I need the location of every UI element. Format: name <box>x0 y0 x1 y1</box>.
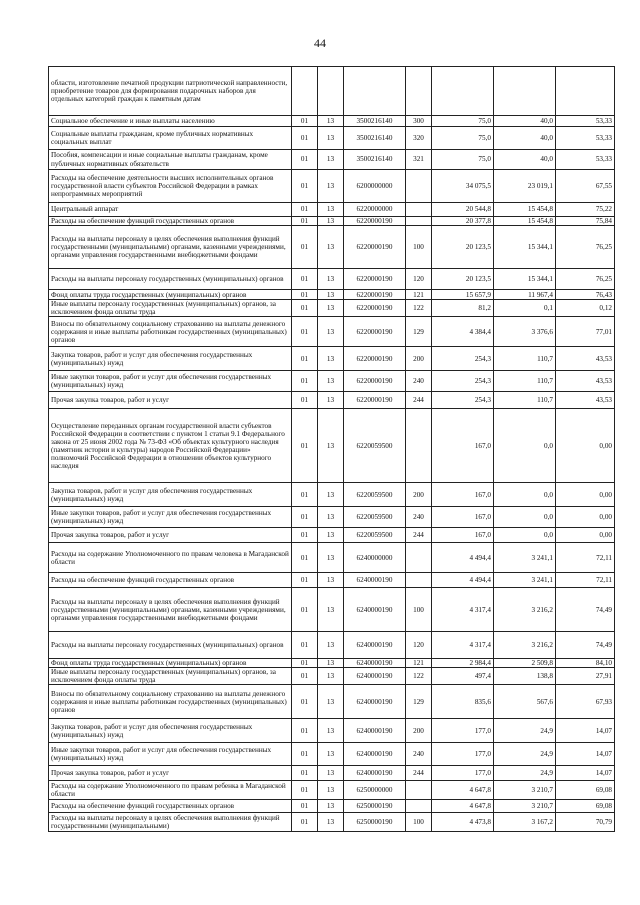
table-row <box>49 371 615 392</box>
cell-expense-type <box>406 203 432 217</box>
cell-plan-amount: 177,0 <box>432 766 494 781</box>
cell-expense-name: Расходы на обеспечение функций государственных органов <box>49 573 292 588</box>
cell-expense-type: 122 <box>406 300 432 317</box>
cell-plan-amount: 254,3 <box>432 371 494 392</box>
cell-subsection: 13 <box>318 588 344 632</box>
cell-actual-amount: 110,7 <box>494 371 556 392</box>
cell-expense-type <box>406 800 432 813</box>
cell-section: 01 <box>292 719 318 743</box>
cell-percent: 53,33 <box>556 116 615 127</box>
cell-expense-name: Закупка товаров, работ и услуг для обеспечения государственных (муниципальных) нужд <box>49 483 292 507</box>
table-row <box>49 685 615 719</box>
cell-target-article: 6240000190 <box>344 685 406 719</box>
cell-subsection: 13 <box>318 507 344 528</box>
table-row <box>49 203 615 217</box>
cell-actual-amount: 3 241,1 <box>494 573 556 588</box>
cell-percent: 0,00 <box>556 528 615 543</box>
cell-percent: 72,11 <box>556 573 615 588</box>
cell-subsection: 13 <box>318 347 344 371</box>
cell-target-article <box>344 67 406 116</box>
cell-actual-amount: 138,8 <box>494 668 556 685</box>
cell-target-article: 6220059500 <box>344 409 406 483</box>
cell-subsection: 13 <box>318 685 344 719</box>
cell-section: 01 <box>292 632 318 659</box>
cell-expense-name: Расходы на выплаты персоналу в целях обеспечения выполнения функций государственными (муниципальными) органами, казенными учреждениями, органами управления государственными внебюджетными фондами <box>49 588 292 632</box>
cell-expense-name: Иные выплаты персоналу государственных (муниципальных) органов, за исключением фонда оплаты труда <box>49 668 292 685</box>
table-row <box>49 800 615 813</box>
table-row <box>49 392 615 409</box>
cell-expense-type <box>406 543 432 573</box>
cell-plan-amount <box>432 67 494 116</box>
cell-subsection: 13 <box>318 392 344 409</box>
table-row <box>49 226 615 269</box>
cell-plan-amount: 20 544,8 <box>432 203 494 217</box>
cell-expense-name: Иные закупки товаров, работ и услуг для обеспечения государственных (муниципальных) нужд <box>49 507 292 528</box>
table-row <box>49 543 615 573</box>
cell-plan-amount: 75,0 <box>432 127 494 150</box>
cell-target-article: 6220059500 <box>344 528 406 543</box>
cell-percent: 76,25 <box>556 226 615 269</box>
cell-expense-name: Расходы на выплаты персоналу государственных (муниципальных) органов <box>49 632 292 659</box>
cell-section: 01 <box>292 347 318 371</box>
cell-percent: 72,11 <box>556 543 615 573</box>
cell-expense-type: 244 <box>406 766 432 781</box>
cell-plan-amount: 2 984,4 <box>432 659 494 668</box>
cell-plan-amount: 4 317,4 <box>432 588 494 632</box>
cell-target-article: 6240000190 <box>344 743 406 766</box>
cell-target-article: 6220000190 <box>344 347 406 371</box>
cell-percent: 14,07 <box>556 743 615 766</box>
cell-actual-amount <box>494 67 556 116</box>
cell-target-article: 6200000000 <box>344 170 406 203</box>
cell-expense-name: Расходы на выплаты персоналу государственных (муниципальных) органов <box>49 269 292 290</box>
cell-percent: 27,91 <box>556 668 615 685</box>
cell-percent: 0,12 <box>556 300 615 317</box>
cell-expense-name: Расходы на содержание Уполномоченного по правам ребенка в Магаданской области <box>49 781 292 800</box>
cell-section: 01 <box>292 743 318 766</box>
cell-expense-type: 244 <box>406 392 432 409</box>
cell-subsection: 13 <box>318 719 344 743</box>
cell-expense-type: 240 <box>406 371 432 392</box>
cell-expense-name: Расходы на выплаты персоналу в целях обеспечения выполнения функций государственными (муниципальными) органами, казенными учреждениями, органами управления государственными внебюджетными фондами <box>49 226 292 269</box>
cell-plan-amount: 4 317,4 <box>432 632 494 659</box>
cell-expense-name: Расходы на содержание Уполномоченного по правам человека в Магаданской области <box>49 543 292 573</box>
cell-expense-name: Закупка товаров, работ и услуг для обеспечения государственных (муниципальных) нужд <box>49 347 292 371</box>
cell-percent: 76,25 <box>556 269 615 290</box>
cell-expense-name: Расходы на обеспечение функций государственных органов <box>49 800 292 813</box>
cell-actual-amount: 24,9 <box>494 719 556 743</box>
cell-plan-amount: 254,3 <box>432 347 494 371</box>
cell-expense-type <box>406 573 432 588</box>
cell-expense-name: Центральный аппарат <box>49 203 292 217</box>
cell-percent: 53,33 <box>556 150 615 170</box>
cell-expense-type: 122 <box>406 668 432 685</box>
cell-target-article: 6250000190 <box>344 800 406 813</box>
cell-plan-amount: 177,0 <box>432 719 494 743</box>
cell-expense-name: Социальные выплаты гражданам, кроме публичных нормативных социальных выплат <box>49 127 292 150</box>
table-row <box>49 668 615 685</box>
cell-actual-amount: 15 454,8 <box>494 203 556 217</box>
cell-target-article: 6240000190 <box>344 588 406 632</box>
table-row <box>49 116 615 127</box>
cell-target-article: 6220000190 <box>344 269 406 290</box>
cell-plan-amount: 75,0 <box>432 116 494 127</box>
cell-subsection: 13 <box>318 217 344 226</box>
cell-subsection: 13 <box>318 269 344 290</box>
cell-expense-name: Прочая закупка товаров, работ и услуг <box>49 392 292 409</box>
cell-percent: 74,49 <box>556 588 615 632</box>
cell-actual-amount: 3 167,2 <box>494 813 556 832</box>
cell-subsection: 13 <box>318 127 344 150</box>
page-number: 44 <box>314 36 326 50</box>
cell-actual-amount: 15 344,1 <box>494 226 556 269</box>
cell-expense-name: Взносы по обязательному социальному страхованию на выплаты денежного содержания и иные выплаты работникам государственных (муниципальных) органов <box>49 685 292 719</box>
cell-section <box>292 67 318 116</box>
cell-subsection: 13 <box>318 528 344 543</box>
cell-actual-amount: 23 019,1 <box>494 170 556 203</box>
cell-percent: 69,08 <box>556 800 615 813</box>
cell-target-article: 6240000190 <box>344 766 406 781</box>
table-row <box>49 290 615 300</box>
cell-actual-amount: 3 210,7 <box>494 800 556 813</box>
cell-actual-amount: 0,1 <box>494 300 556 317</box>
table-row <box>49 67 615 116</box>
cell-actual-amount: 24,9 <box>494 766 556 781</box>
cell-expense-type <box>406 170 432 203</box>
cell-subsection: 13 <box>318 668 344 685</box>
cell-plan-amount: 20 123,5 <box>432 269 494 290</box>
cell-actual-amount: 3 216,2 <box>494 588 556 632</box>
cell-target-article: 6240000190 <box>344 668 406 685</box>
cell-actual-amount: 0,0 <box>494 483 556 507</box>
cell-target-article: 6240000000 <box>344 543 406 573</box>
table-row <box>49 269 615 290</box>
cell-target-article: 6220000190 <box>344 371 406 392</box>
cell-section: 01 <box>292 507 318 528</box>
table-row <box>49 170 615 203</box>
cell-expense-type: 200 <box>406 347 432 371</box>
cell-target-article: 6220000190 <box>344 392 406 409</box>
cell-subsection <box>318 67 344 116</box>
cell-percent: 69,08 <box>556 781 615 800</box>
cell-section: 01 <box>292 217 318 226</box>
cell-target-article: 6220059500 <box>344 507 406 528</box>
cell-subsection: 13 <box>318 317 344 347</box>
cell-target-article: 6250000190 <box>344 813 406 832</box>
cell-actual-amount: 0,0 <box>494 409 556 483</box>
cell-percent <box>556 67 615 116</box>
cell-expense-type: 240 <box>406 507 432 528</box>
cell-target-article: 3500216140 <box>344 150 406 170</box>
cell-plan-amount: 4 384,4 <box>432 317 494 347</box>
cell-percent: 0,00 <box>556 507 615 528</box>
cell-expense-name: Расходы на обеспечение деятельности высших исполнительных органов государственной власти субъектов Российской Федерации в рамках непрограммных мероприятий <box>49 170 292 203</box>
cell-section: 01 <box>292 528 318 543</box>
cell-subsection: 13 <box>318 543 344 573</box>
cell-percent: 0,00 <box>556 409 615 483</box>
cell-subsection: 13 <box>318 781 344 800</box>
cell-percent: 67,93 <box>556 685 615 719</box>
cell-subsection: 13 <box>318 483 344 507</box>
table-row <box>49 766 615 781</box>
cell-section: 01 <box>292 116 318 127</box>
cell-percent: 43,53 <box>556 347 615 371</box>
cell-section: 01 <box>292 573 318 588</box>
table-row <box>49 659 615 668</box>
cell-expense-type: 321 <box>406 150 432 170</box>
cell-section: 01 <box>292 290 318 300</box>
cell-section: 01 <box>292 813 318 832</box>
cell-plan-amount: 15 657,9 <box>432 290 494 300</box>
cell-expense-type: 200 <box>406 719 432 743</box>
cell-expense-name: Пособия, компенсации и иные социальные выплаты гражданам, кроме публичных нормативных обязательств <box>49 150 292 170</box>
cell-actual-amount: 3 210,7 <box>494 781 556 800</box>
table-row <box>49 409 615 483</box>
cell-plan-amount: 4 473,8 <box>432 813 494 832</box>
cell-target-article: 3500216140 <box>344 127 406 150</box>
table-row <box>49 217 615 226</box>
cell-target-article: 6240000190 <box>344 719 406 743</box>
cell-expense-type: 200 <box>406 483 432 507</box>
cell-section: 01 <box>292 800 318 813</box>
cell-section: 01 <box>292 371 318 392</box>
cell-section: 01 <box>292 766 318 781</box>
cell-subsection: 13 <box>318 800 344 813</box>
cell-actual-amount: 2 509,8 <box>494 659 556 668</box>
cell-target-article: 6220000190 <box>344 217 406 226</box>
cell-actual-amount: 110,7 <box>494 392 556 409</box>
cell-expense-type: 244 <box>406 528 432 543</box>
table-row <box>49 347 615 371</box>
table-row <box>49 300 615 317</box>
cell-section: 01 <box>292 588 318 632</box>
budget-table <box>48 66 615 832</box>
cell-subsection: 13 <box>318 170 344 203</box>
table-row <box>49 507 615 528</box>
cell-expense-type: 129 <box>406 317 432 347</box>
cell-expense-name: Фонд оплаты труда государственных (муниципальных) органов <box>49 290 292 300</box>
cell-expense-name: Фонд оплаты труда государственных (муниципальных) органов <box>49 659 292 668</box>
cell-plan-amount: 497,4 <box>432 668 494 685</box>
cell-actual-amount: 110,7 <box>494 347 556 371</box>
cell-plan-amount: 177,0 <box>432 743 494 766</box>
table-row <box>49 719 615 743</box>
cell-target-article: 6220059500 <box>344 483 406 507</box>
cell-plan-amount: 167,0 <box>432 483 494 507</box>
cell-target-article: 6250000000 <box>344 781 406 800</box>
cell-expense-name: Взносы по обязательному социальному страхованию на выплаты денежного содержания и иные выплаты работникам государственных (муниципальных) органов <box>49 317 292 347</box>
cell-actual-amount: 3 241,1 <box>494 543 556 573</box>
cell-percent: 75,84 <box>556 217 615 226</box>
cell-expense-name: области, изготовление печатной продукции патриотической направленности, приобретение товаров для формирования подарочных наборов для отдельных категорий граждан к памятным датам <box>49 67 292 116</box>
table-row <box>49 483 615 507</box>
cell-plan-amount: 75,0 <box>432 150 494 170</box>
table-row <box>49 150 615 170</box>
cell-actual-amount: 15 454,8 <box>494 217 556 226</box>
cell-subsection: 13 <box>318 150 344 170</box>
cell-plan-amount: 20 377,8 <box>432 217 494 226</box>
cell-section: 01 <box>292 269 318 290</box>
table-row <box>49 127 615 150</box>
cell-expense-name: Закупка товаров, работ и услуг для обеспечения государственных (муниципальных) нужд <box>49 719 292 743</box>
cell-subsection: 13 <box>318 116 344 127</box>
cell-actual-amount: 24,9 <box>494 743 556 766</box>
cell-expense-name: Расходы на обеспечение функций государственных органов <box>49 217 292 226</box>
cell-section: 01 <box>292 317 318 347</box>
cell-plan-amount: 20 123,5 <box>432 226 494 269</box>
cell-section: 01 <box>292 483 318 507</box>
cell-expense-type: 300 <box>406 116 432 127</box>
cell-subsection: 13 <box>318 203 344 217</box>
cell-section: 01 <box>292 127 318 150</box>
cell-section: 01 <box>292 170 318 203</box>
cell-expense-type: 240 <box>406 743 432 766</box>
cell-target-article: 6220000000 <box>344 203 406 217</box>
cell-subsection: 13 <box>318 632 344 659</box>
cell-subsection: 13 <box>318 743 344 766</box>
cell-actual-amount: 0,0 <box>494 507 556 528</box>
cell-expense-type <box>406 781 432 800</box>
table-row <box>49 573 615 588</box>
cell-subsection: 13 <box>318 300 344 317</box>
cell-section: 01 <box>292 781 318 800</box>
cell-percent: 74,49 <box>556 632 615 659</box>
cell-percent: 14,07 <box>556 719 615 743</box>
cell-actual-amount: 3 376,6 <box>494 317 556 347</box>
cell-percent: 43,53 <box>556 392 615 409</box>
cell-section: 01 <box>292 659 318 668</box>
cell-section: 01 <box>292 226 318 269</box>
cell-expense-type: 100 <box>406 226 432 269</box>
cell-percent: 67,55 <box>556 170 615 203</box>
cell-actual-amount: 11 967,4 <box>494 290 556 300</box>
table-row <box>49 813 615 832</box>
cell-plan-amount: 4 494,4 <box>432 543 494 573</box>
cell-actual-amount: 567,6 <box>494 685 556 719</box>
table-row <box>49 632 615 659</box>
cell-target-article: 3500216140 <box>344 116 406 127</box>
cell-expense-type: 129 <box>406 685 432 719</box>
cell-plan-amount: 4 647,8 <box>432 781 494 800</box>
cell-section: 01 <box>292 543 318 573</box>
cell-target-article: 6240000190 <box>344 659 406 668</box>
cell-plan-amount: 4 647,8 <box>432 800 494 813</box>
table-row <box>49 317 615 347</box>
cell-percent: 75,22 <box>556 203 615 217</box>
cell-expense-type <box>406 67 432 116</box>
cell-expense-type <box>406 217 432 226</box>
cell-subsection: 13 <box>318 371 344 392</box>
cell-percent: 76,43 <box>556 290 615 300</box>
cell-target-article: 6220000190 <box>344 317 406 347</box>
table-row <box>49 743 615 766</box>
cell-percent: 77,01 <box>556 317 615 347</box>
cell-actual-amount: 40,0 <box>494 127 556 150</box>
cell-actual-amount: 0,0 <box>494 528 556 543</box>
cell-plan-amount: 167,0 <box>432 409 494 483</box>
cell-subsection: 13 <box>318 813 344 832</box>
cell-expense-type: 320 <box>406 127 432 150</box>
cell-expense-type: 120 <box>406 269 432 290</box>
cell-plan-amount: 4 494,4 <box>432 573 494 588</box>
cell-actual-amount: 3 216,2 <box>494 632 556 659</box>
cell-section: 01 <box>292 392 318 409</box>
cell-target-article: 6240000190 <box>344 632 406 659</box>
cell-subsection: 13 <box>318 573 344 588</box>
cell-expense-type: 100 <box>406 813 432 832</box>
cell-expense-name: Прочая закупка товаров, работ и услуг <box>49 766 292 781</box>
cell-expense-type <box>406 409 432 483</box>
cell-subsection: 13 <box>318 659 344 668</box>
cell-percent: 14,07 <box>556 766 615 781</box>
cell-percent: 84,10 <box>556 659 615 668</box>
cell-actual-amount: 15 344,1 <box>494 269 556 290</box>
cell-subsection: 13 <box>318 409 344 483</box>
cell-expense-name: Прочая закупка товаров, работ и услуг <box>49 528 292 543</box>
cell-target-article: 6220000190 <box>344 226 406 269</box>
cell-expense-name: Иные закупки товаров, работ и услуг для обеспечения государственных (муниципальных) нужд <box>49 743 292 766</box>
cell-plan-amount: 167,0 <box>432 507 494 528</box>
cell-percent: 0,00 <box>556 483 615 507</box>
cell-section: 01 <box>292 409 318 483</box>
cell-expense-name: Социальное обеспечение и иные выплаты населению <box>49 116 292 127</box>
cell-section: 01 <box>292 668 318 685</box>
cell-expense-type: 121 <box>406 659 432 668</box>
cell-expense-name: Иные закупки товаров, работ и услуг для обеспечения государственных (муниципальных) нужд <box>49 371 292 392</box>
cell-section: 01 <box>292 150 318 170</box>
cell-expense-name: Расходы на выплаты персоналу в целях обеспечения выполнения функций государственными (муниципальными) <box>49 813 292 832</box>
cell-section: 01 <box>292 203 318 217</box>
cell-actual-amount: 40,0 <box>494 116 556 127</box>
cell-subsection: 13 <box>318 290 344 300</box>
cell-expense-type: 120 <box>406 632 432 659</box>
cell-section: 01 <box>292 300 318 317</box>
cell-percent: 70,79 <box>556 813 615 832</box>
cell-target-article: 6220000190 <box>344 300 406 317</box>
cell-actual-amount: 40,0 <box>494 150 556 170</box>
cell-expense-type: 100 <box>406 588 432 632</box>
cell-plan-amount: 34 075,5 <box>432 170 494 203</box>
cell-subsection: 13 <box>318 226 344 269</box>
cell-percent: 43,53 <box>556 371 615 392</box>
cell-plan-amount: 254,3 <box>432 392 494 409</box>
cell-target-article: 6220000190 <box>344 290 406 300</box>
cell-plan-amount: 835,6 <box>432 685 494 719</box>
cell-subsection: 13 <box>318 766 344 781</box>
cell-expense-name: Осуществление переданных органам государственной власти субъектов Российской Федерации в соответствии с пунктом 1 статьи 9.1 Федерального закона от 25 июня 2002 года № 73-ФЗ «Об объектах культурного наследия (памятник истории и культуры) народов Российской Федерации» полномочий Российской Федерации в отношении объектов культурного наследия <box>49 409 292 483</box>
cell-expense-type: 121 <box>406 290 432 300</box>
cell-expense-name: Иные выплаты персоналу государственных (муниципальных) органов, за исключением фонда оплаты труда <box>49 300 292 317</box>
cell-percent: 53,33 <box>556 127 615 150</box>
cell-section: 01 <box>292 685 318 719</box>
table-row <box>49 528 615 543</box>
cell-plan-amount: 81,2 <box>432 300 494 317</box>
table-row <box>49 781 615 800</box>
table-row <box>49 588 615 632</box>
cell-plan-amount: 167,0 <box>432 528 494 543</box>
cell-target-article: 6240000190 <box>344 573 406 588</box>
